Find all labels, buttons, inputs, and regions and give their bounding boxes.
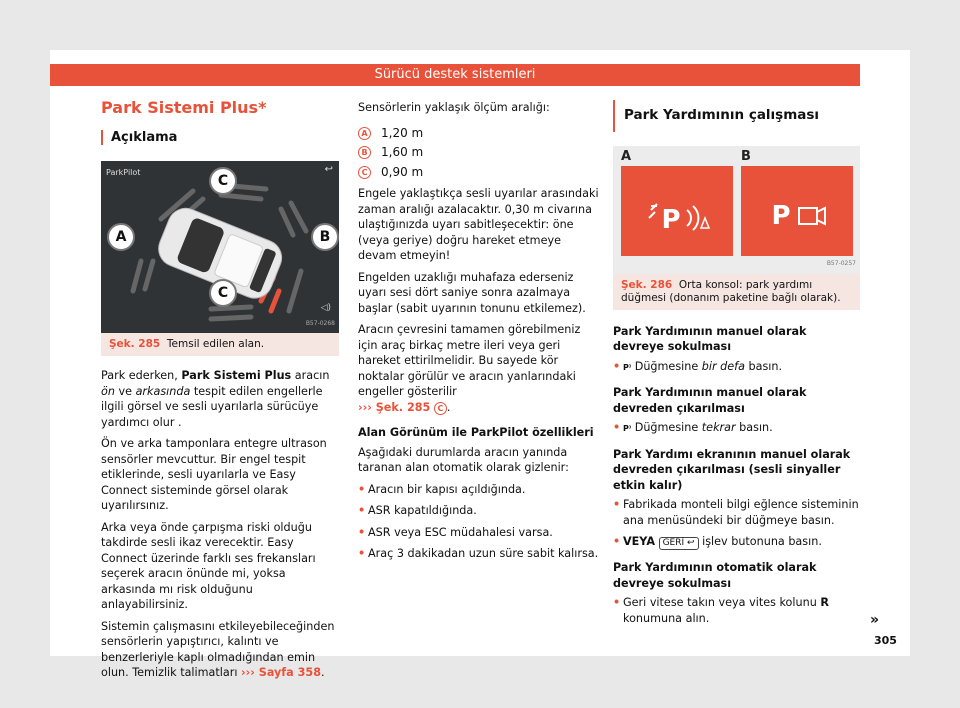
back-key: GERİ ↩ <box>659 537 699 550</box>
list-item: • P⁾ Düğmesine tekrar basın. <box>613 420 860 437</box>
svg-text:P: P <box>661 204 681 235</box>
paragraph-surroundings: Aracın çevresini tamamen görebilmeniz için araç birkaç metre ileri veya geri hareket ettirilmelidir. Bu sayede kör noktalar görülür ve aracın yanlarındaki engeller gösterilir ››› Şek. 285 C . <box>358 323 581 414</box>
paragraph-1: Park ederken, Park Sistemi Plus aracın ön ve arkasında tespit edilen engellerle ilgili görsel ve sesli uyarılarla sürücüye yardımcı olur . <box>101 369 330 429</box>
section-title: Sürücü destek sistemleri <box>374 67 536 82</box>
return-icon: ↩ <box>687 538 695 548</box>
figure-link[interactable]: ››› Şek. 285 <box>358 400 431 414</box>
back-icon: ↩ <box>324 164 333 175</box>
section-header <box>50 64 860 86</box>
list-item: • Aracın bir kapısı açıldığında. <box>358 482 602 498</box>
heading-manual-off: Park Yardımının manuel olarak devreden çıkarılması <box>613 386 807 415</box>
heading-auto-on: Park Yardımının otomatik olarak devreye sokulması <box>613 561 817 590</box>
list-item: • Geri vitese takın veya vites kolunu R konumuna alın. <box>613 595 860 626</box>
park-assist-icon: P⁾ <box>623 362 632 372</box>
column-right <box>613 100 860 632</box>
park-assist-icon: P⁾ <box>623 424 632 433</box>
section-heading-area-view: Alan Görünüm ile ParkPilot özellikleri <box>358 426 594 439</box>
diagram-label-c-bottom: C <box>209 279 237 307</box>
diagram-label-b: B <box>311 223 339 251</box>
figure-code: B57-0257 <box>826 260 856 267</box>
page-link[interactable]: ››› Sayfa 358 <box>241 666 321 679</box>
page-title: Park Sistemi Plus* <box>101 98 267 117</box>
distance-c: C 0,90 m <box>358 165 602 181</box>
section-title-park-assist: Park Yardımının çalışması <box>613 100 860 132</box>
figure-caption: Şek. 285 Temsil edilen alan. <box>101 333 339 356</box>
figure-caption: Şek. 286 Orta konsol: park yardımı düğmesi (donanım paketine bağlı olarak). <box>613 274 860 310</box>
page-number: 305 <box>874 634 897 647</box>
column-middle <box>358 100 602 568</box>
diagram-label-a: A <box>107 223 135 251</box>
park-button-b <box>741 166 853 256</box>
park-button-a <box>621 166 733 256</box>
paragraph-4: Sistemin çalışmasını etkileyebileceğinden sensörlerin yapıştırıcı, kalıntı ve benzerleriyle kaplı olmadığından emin olun. Temizlik talimatları ››› Sayfa 358. <box>101 619 335 679</box>
paragraph-approach: Engele yaklaştıkça sesli uyarılar arasındaki zaman aralığı azalacaktır. 0,30 m civarına ulaştığınızda uyarı sabitleşecektir: öne (veya geriye) doğru hareket etmeye devam etmeyin! <box>358 187 599 262</box>
heading-manual-on: Park Yardımının manuel olarak devreye sokulması <box>613 324 807 353</box>
park-camera-icon <box>741 166 853 256</box>
list-item: • VEYA GERİ ↩ işlev butonuna basın. <box>613 534 860 550</box>
paragraph-auto-hide: Aşağıdaki durumlarda aracın yanında taranan alan otomatik olarak gizlenir: <box>358 445 569 474</box>
figure-285 <box>101 161 339 333</box>
figure-286 <box>613 146 860 274</box>
paragraph-distance: Engelden uzaklığı muhafaza ederseniz uyarı sesi dört saniye sonra azalmaya başlar (sabit uyarının tonunu etkilemez). <box>358 270 586 315</box>
park-assist-icon <box>621 166 733 256</box>
heading-screen-off: Park Yardımı ekranının manuel olarak devreden çıkarılması (sesli sinyaller etkin kalır) <box>613 447 851 492</box>
paragraph-2: Ön ve arka tamponlara entegre ultrason sensörler mevcuttur. Bir engel tespit etiklerinde, sesli uyarılarla ve Easy Connect sisteminde görsel olarak uyarılırsınız. <box>101 437 327 512</box>
figure-screen-title: ParkPilot <box>106 168 141 177</box>
continue-arrow: » <box>870 612 880 628</box>
figure-label-a: A <box>621 148 632 164</box>
diagram-label-c-top: C <box>209 167 237 195</box>
list-item: • Araç 3 dakikadan uzun süre sabit kalırsa. <box>358 546 602 562</box>
list-item: • ASR kapatıldığında. <box>358 503 602 519</box>
list-item: • P⁾ Düğmesine bir defa basın. <box>613 359 860 376</box>
distance-b: B 1,60 m <box>358 145 602 161</box>
subtitle: Açıklama <box>101 130 339 146</box>
distance-a: A 1,20 m <box>358 126 602 142</box>
paragraph-3: Arka veya önde çarpışma riski olduğu takdirde sesli ikaz verecektir. Easy Connect üzerinde farklı ses frekansları seçerek aracın önünde mi, yoksa arkasında mı risk olduğunu anlayabilirsiniz. <box>101 520 316 611</box>
figure-code: B57-0268 <box>305 319 335 327</box>
range-intro: Sensörlerin yaklaşık ölçüm aralığı: <box>358 101 550 114</box>
column-left <box>101 100 339 687</box>
speaker-icon: ◁) <box>320 303 331 313</box>
list-item: • ASR veya ESC müdahalesi varsa. <box>358 525 602 541</box>
svg-text:P: P <box>771 200 791 231</box>
list-item: • Fabrikada monteli bilgi eğlence sisteminin ana menüsündeki bir düğmeye basın. <box>613 497 860 528</box>
figure-label-b: B <box>741 148 751 164</box>
